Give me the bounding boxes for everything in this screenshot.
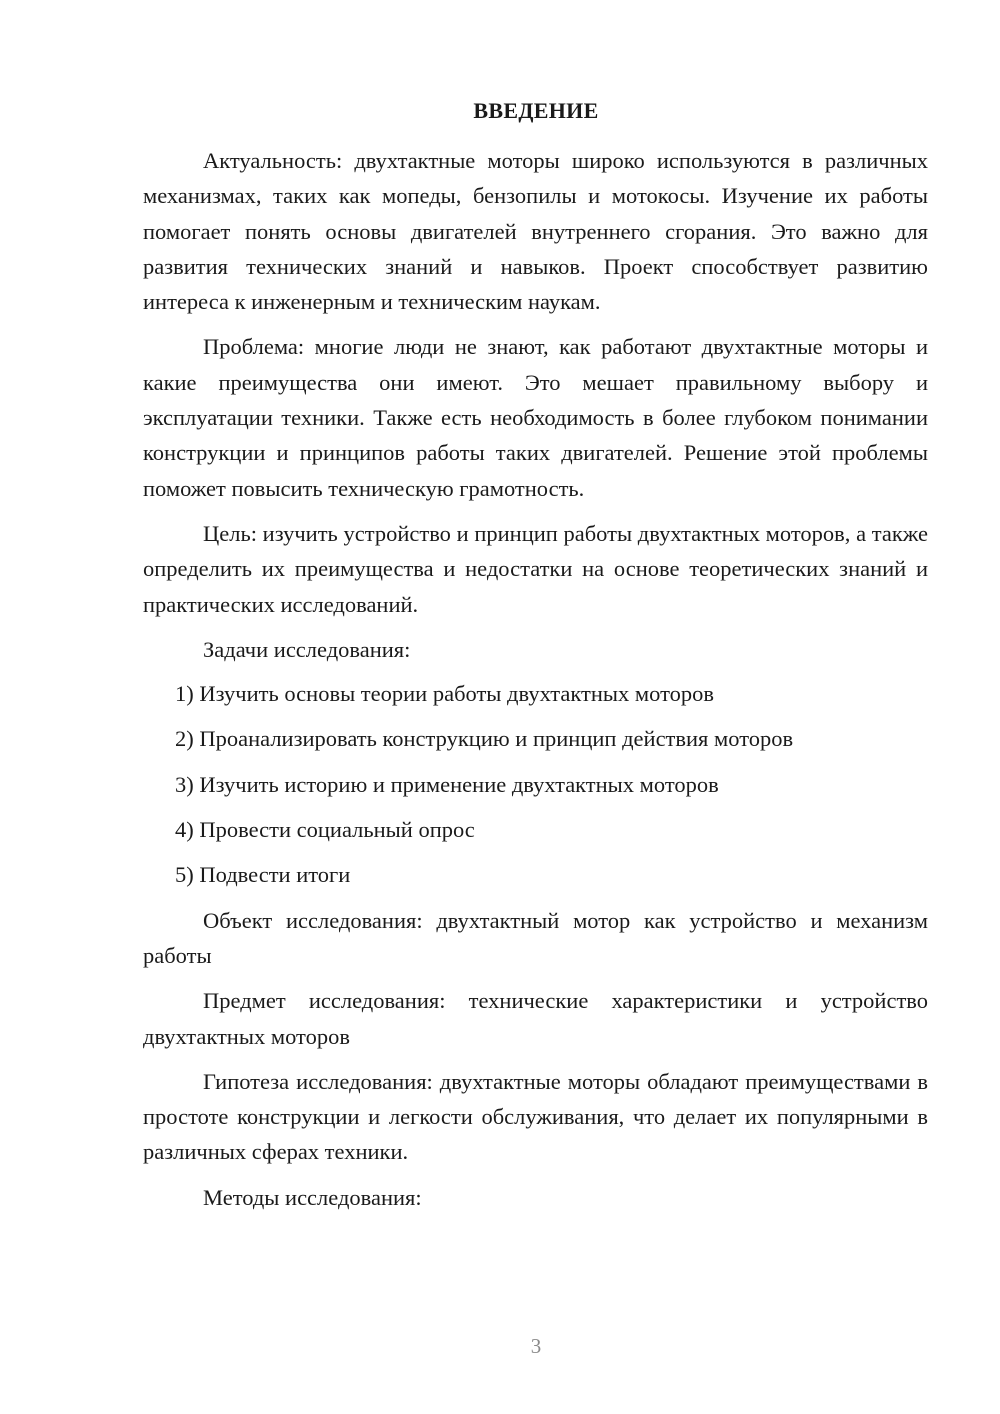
list-item: 3) Изучить историю и применение двухтактных моторов [175, 771, 719, 797]
paragraph-goal: Цель: изучить устройство и принцип работы двухтактных моторов, а также определить их преимущества и недостатки на основе теоретических знаний и практических исследований. [143, 520, 928, 617]
list-item: 1) Изучить основы теории работы двухтактных моторов [175, 681, 714, 707]
paragraph-relevance: Актуальность: двухтактные моторы широко используются в различных механизмах, таких как мопеды, бензопилы и мотокосы. Изучение их работы помогает понять основы двигателей внутреннего сгорания. Это важно для развития технических знаний и навыков. Проект способствует развитию интереса к инженерным и техническим наукам. [143, 148, 928, 315]
page-title: ВВЕДЕНИЕ [473, 98, 599, 123]
list-item: 5) Подвести итоги [175, 862, 351, 888]
paragraph-object: Объект исследования: двухтактный мотор как устройство и механизм работы [143, 907, 928, 968]
paragraph-subject: Предмет исследования: технические характеристики и устройство двухтактных моторов [143, 988, 928, 1049]
paragraph-methods: Методы исследования: [203, 1184, 422, 1210]
paragraph-tasks-heading: Задачи исследования: [203, 636, 411, 662]
list-item: 4) Провести социальный опрос [175, 817, 475, 843]
list-item: 2) Проанализировать конструкцию и принцип действия моторов [175, 726, 794, 752]
paragraph-hypothesis: Гипотеза исследования: двухтактные моторы обладают преимуществами в простоте конструкции и легкости обслуживания, что делает их популярными в различных сферах техники. [143, 1068, 928, 1165]
tasks-list [143, 676, 928, 892]
document-body [143, 143, 928, 1225]
paragraph-problem: Проблема: многие люди не знают, как работают двухтактные моторы и какие преимущества они имеют. Это мешает правильному выбору и эксплуатации техники. Также есть необходимость в более глубоком понимании конструкции и принципов работы таких двигателей. Решение этой проблемы поможет повысить техническую грамотность. [143, 334, 928, 501]
page-number: 3 [530, 1334, 542, 1358]
